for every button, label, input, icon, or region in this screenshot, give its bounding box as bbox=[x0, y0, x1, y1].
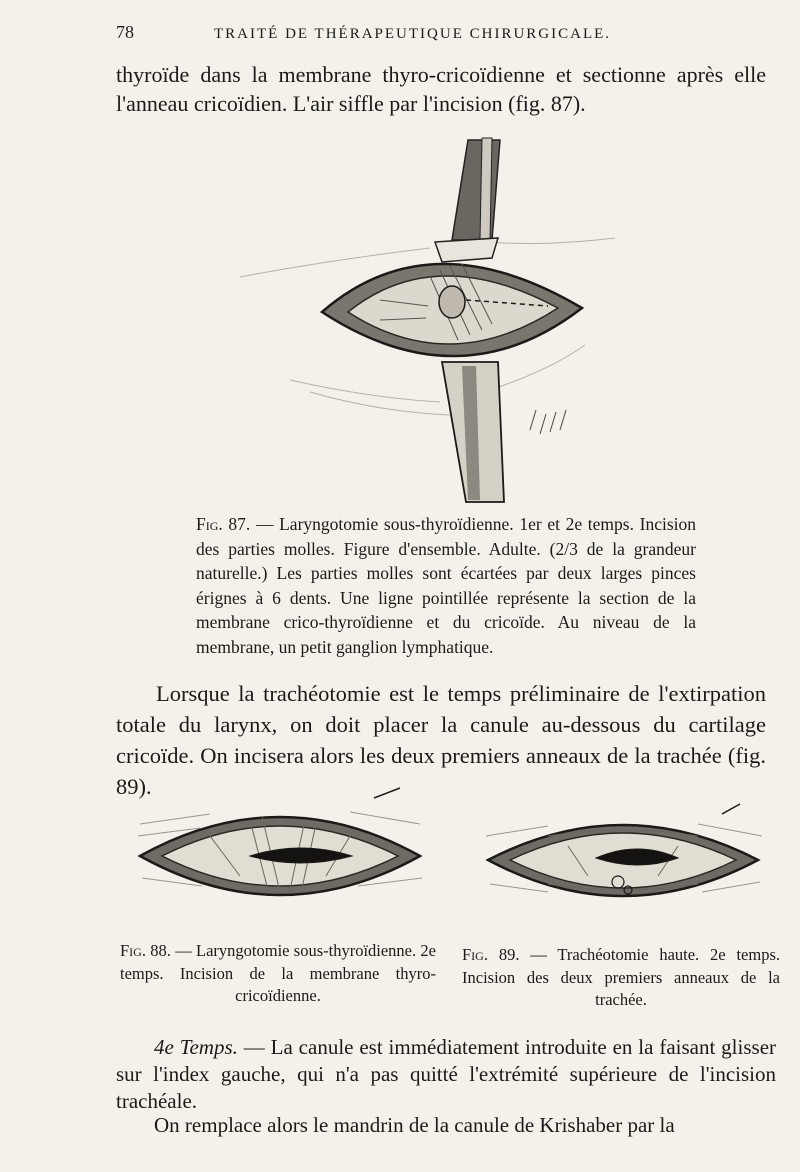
figure-88-illustration bbox=[130, 786, 430, 922]
figure-87-illustration bbox=[230, 130, 630, 505]
figure-89-caption bbox=[462, 944, 780, 1012]
figure-88-caption bbox=[120, 940, 436, 1008]
figure-87-caption bbox=[196, 512, 696, 659]
larynx-paragraph-text: Lorsque la trachéotomie est le temps préliminaire de l'extirpation totale du larynx, on doit placer la canule au-dessous du cartilage cricoïde. On incisera alors les deux premiers anneaux de la trachée (fig. 89). bbox=[116, 681, 766, 799]
figure-88-caption-text: — Laryngotomie sous-thyroïdienne. 2e temps. Incision de la membrane thyro-cricoïdienne. bbox=[120, 941, 437, 1005]
figure-89-illustration bbox=[478, 796, 768, 922]
fourth-step-label: 4e Temps. bbox=[154, 1035, 238, 1059]
closing-paragraph bbox=[116, 1112, 776, 1139]
figure-87-caption-text: — Laryngotomie sous-thyroïdienne. 1er et 2e temps. Incision des parties molles. Figure d'ensemble. Adulte. (2/3 de la grandeur naturelle.) Les parties molles sont écartées par deux larges pinces érignes à 6 dents. Une ligne pointillée représente la section de la membrane crico-thyroïdienne et du cricoïde. Au niveau de la membrane, un petit ganglion lymphatique. bbox=[196, 514, 696, 657]
figure-88-label: Fig. 88. bbox=[120, 941, 171, 960]
figure-89-caption-text: — Trachéotomie haute. 2e temps. Incision des deux premiers anneaux de la trachée. bbox=[462, 945, 781, 1009]
fourth-step-text: — La canule est immédiatement introduite en la faisant glisser sur l'index gauche, qui n'a pas quitté l'extrémité supérieure de l'incision trachéale. bbox=[116, 1035, 777, 1113]
fourth-step-paragraph bbox=[116, 1034, 776, 1115]
closing-paragraph-text: On remplace alors le mandrin de la canule de Krishaber par la bbox=[154, 1113, 675, 1137]
figure-87-label: Fig. 87. bbox=[196, 514, 251, 534]
intro-paragraph: thyroïde dans la membrane thyro-cricoïdienne et sectionne après elle l'anneau cricoïdien. L'air siffle par l'incision (fig. 87). bbox=[116, 62, 766, 116]
larynx-paragraph bbox=[116, 678, 766, 802]
figure-89-label: Fig. 89. bbox=[462, 945, 520, 964]
page-number: 78 bbox=[116, 22, 134, 42]
page-header bbox=[116, 22, 676, 46]
running-title: TRAITÉ DE THÉRAPEUTIQUE CHIRURGICALE. bbox=[214, 26, 612, 42]
